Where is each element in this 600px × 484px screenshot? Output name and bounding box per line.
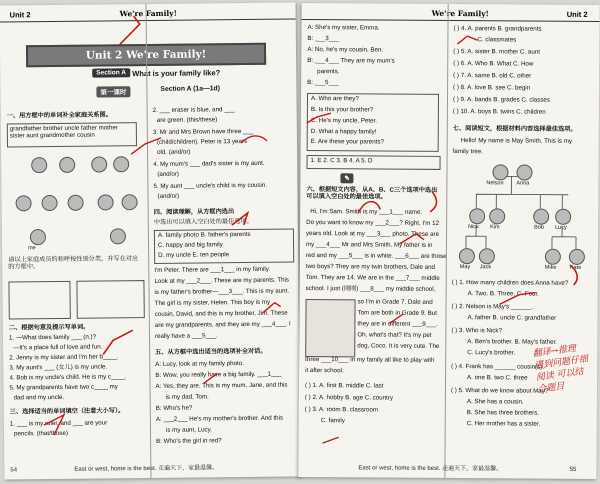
dialog-line: parents.	[317, 68, 340, 76]
cloze-option: ( ) 9. A. bands B. grades C. classes	[452, 96, 550, 104]
exercise-3-item: 4. Bob is my uncle's child. He is my c____.	[9, 373, 127, 382]
exercise-3-item: dad and my uncle.	[13, 393, 65, 402]
choice-line: A. Who are they?	[310, 95, 359, 103]
exercise-2-heading: 请以上家庭成员的称呼按性别分类，并写在对应的方框中。	[8, 255, 139, 270]
tree-person-icon	[492, 164, 508, 180]
tree-person-icon	[30, 229, 46, 245]
tree-intro: family tree.	[452, 148, 483, 156]
cloze-line: it after school.	[305, 366, 344, 375]
dialog-line: A: She's my sister, Emma.	[307, 24, 380, 32]
section-badge: Section A	[92, 68, 130, 77]
cloze-option: ( ) 5. A. sister B. mother C. aunt	[453, 48, 541, 56]
tree-question: C. Lucy's brother.	[467, 349, 516, 357]
tree-person-icon	[459, 248, 475, 264]
tree-question: A. Two. B. Three. C. Four.	[467, 290, 539, 298]
passage-line: The girl is my sister, Helen. This boy is my	[154, 298, 271, 307]
fill-item: 3. Mr and Mrs Brown have three ___	[152, 127, 254, 136]
fill-item: old. (and/or)	[157, 148, 191, 156]
tree-person-icon	[98, 194, 114, 210]
tree-person-icon	[113, 156, 129, 172]
choice-line: D. What a happy family!	[310, 128, 377, 136]
option-line: A. family photo B. father's parents	[157, 230, 251, 239]
cloze-line: Tom are both in Grade 9. But	[357, 309, 437, 317]
tree-question: ( ) 1. How many children does Anna have?	[451, 279, 569, 287]
tree-name: Jack	[479, 264, 492, 271]
tree-name: Anna	[516, 180, 530, 187]
exercise-4-heading: 三、选择适当的单词填空（注意大小写）。	[9, 407, 125, 416]
tree-name: Bob	[534, 224, 544, 231]
cloze-option: C. family	[320, 417, 345, 425]
tree-question: A. She has a cousin.	[466, 398, 524, 406]
unit-label: Unit 2	[9, 10, 31, 20]
fill-item: 5. My aunt ___ uncle's child is my cousin.	[153, 181, 268, 190]
fill-item: (and/or)	[157, 170, 180, 178]
fill-item: 4. My mum's ___ dad's sister is my aunt.	[153, 159, 265, 168]
dialog-line: A: ___2___ He's my mother's brother. And this	[155, 414, 284, 423]
choice-line: E. Are these your parents?	[310, 138, 384, 146]
tree-person-icon	[122, 194, 138, 210]
dialog-line: is my dad, Tom.	[165, 393, 209, 401]
tree-name: Kate	[569, 264, 582, 271]
dialog-line: B: ___4___ They are my mum's	[307, 57, 395, 65]
dialog-line: B: Wow, you really have a big family. ___1___	[155, 370, 282, 379]
answer-row-box	[306, 155, 440, 170]
dialog-line: B: ___3___	[307, 35, 340, 43]
passage-line: is my father's brother—___3___. This is my aunt.	[154, 287, 290, 296]
tree-person-icon	[110, 228, 126, 244]
tree-person-icon	[91, 156, 107, 172]
cloze-line: so I'm in Grade 7. Dale and	[357, 298, 433, 306]
fill-item: (child/children). Peter is 13 years	[156, 137, 248, 146]
left-page	[0, 2, 300, 479]
passage-line: Look at my ___2___. These are my parents. This	[154, 276, 290, 285]
exercise-3-heading: 二、根据句意及提示写单词。	[8, 323, 90, 332]
fill-item: (and/or)	[157, 192, 180, 200]
lesson-title: Section A (1a—1d)	[160, 85, 220, 93]
practice-badge: ✎	[340, 173, 354, 183]
tree-name: Kim	[490, 224, 500, 231]
tree-person-icon	[533, 209, 549, 225]
right-page	[298, 3, 599, 479]
lesson-badge: 第一课时	[96, 86, 130, 97]
fill-item: 2. ___ eraser is blue, and ___	[152, 106, 235, 114]
dialog-line: A: Lucy, look at my family photo.	[155, 360, 244, 368]
tree-question: B. She has three brothers.	[466, 409, 540, 417]
right-page-header	[302, 5, 600, 22]
passage-line: I'm Peter. There are ___1___ in my family.	[154, 265, 271, 274]
tree-person-icon	[555, 209, 571, 225]
dialog-line: B: Who's the girl in red?	[156, 437, 222, 445]
tree-question: ( ) 5. What do we know about May?	[450, 387, 549, 395]
handwritten-note: 翻译→推理 遇到问题仔细阅读 可以结合题目	[532, 343, 589, 396]
dialog-line: A: Yes, they are. This is my mum, Jane, and this	[155, 381, 288, 390]
cloze-line: Tom. They are 14. We are in the ___7___ middle	[305, 274, 440, 282]
tree-question: A. one B. two C. three	[467, 374, 528, 382]
tree-name: Mike	[544, 264, 557, 271]
study-tip-box	[305, 299, 355, 357]
word-box-text: grandfather brother uncle father mother sister aunt grandmother cousin	[9, 124, 118, 139]
cloze-line: three ___10___ in my family all like to play with	[305, 355, 435, 364]
cloze-option: C. classmates	[477, 36, 517, 44]
word-box	[7, 122, 137, 147]
cloze-line: years old. Look at my ___3___ photo. These are	[306, 230, 440, 238]
dialog-line: B: Who's he?	[155, 404, 193, 412]
unit-title-banner: Unit 2 We're Family!	[26, 43, 266, 68]
tree-person-icon	[489, 208, 505, 224]
exercise-3-item: 3. My aunt's ___ (女儿) is my uncle.	[9, 363, 108, 372]
answer-row: 1. E 2. C 3. B 4. A 5. D	[310, 157, 373, 165]
cloze-line: two boys? They are my twin brothers, Dale and	[305, 263, 436, 271]
cloze-line: Hi, I'm Sam. Smith is my ___1___ name.	[310, 208, 423, 216]
tree-question: A. father B. uncle C. grandfather	[467, 314, 557, 322]
right-footer-motto: East or west, home is the best. 走遍天下，家最温馨。	[358, 465, 503, 473]
tree-label-me: me	[28, 245, 36, 252]
left-footer-motto: East or west, home is the best. 走遍天下，家最温馨。	[74, 465, 219, 473]
tree-person-icon	[16, 195, 32, 211]
cloze-option: ( ) 3. A. room B. classroom	[304, 405, 379, 414]
tree-person-icon	[59, 157, 75, 173]
female-answer-box	[76, 280, 144, 319]
male-answer-box	[8, 281, 70, 320]
option-line: C. happy and big family	[158, 241, 223, 249]
cloze-line: school. I just (刚刚) ___8___ my middle school,	[305, 285, 436, 293]
tree-person-icon	[569, 249, 585, 265]
tree-person-icon	[479, 248, 495, 264]
tree-name: May	[459, 264, 471, 271]
passage-line: really have a ___5___.	[154, 332, 218, 340]
tree-heading: 七、阅读短文，根据材料内容选择最佳选项。	[452, 125, 577, 133]
cloze-option: ( ) 6. A. Who B. What C. How	[453, 60, 534, 68]
cloze-option: ( ) 7. A. same B. old C. other	[453, 72, 532, 80]
tree-intro: Hello! My name is May Smith. This is my	[460, 137, 573, 145]
tree-person-icon	[31, 157, 47, 173]
tree-question: A. Ben's brother. B. May's father.	[467, 338, 558, 346]
tree-question: ( ) 4. Frank has ______ cousin(s).	[451, 363, 545, 371]
choices-box	[307, 93, 439, 152]
cloze-line: my ___4___ Mr and Mrs Smith. My father is in	[305, 241, 433, 249]
cloze-option: ( ) 10. A. boys B. twins C. children	[452, 108, 546, 116]
dialog-line: A: No, he's my cousin, Ben.	[307, 46, 384, 54]
column-divider	[444, 4, 448, 478]
cloze-option: ( ) 1. A. first B. middle C. last	[304, 381, 384, 390]
options-box	[154, 228, 294, 263]
option-line: D. my uncle E. ten people	[158, 251, 230, 259]
tree-question: ( ) 3. Who is Nick?	[451, 327, 502, 335]
exercise-3-item: 5. My grandparents have two c____ my	[9, 383, 118, 392]
tree-person-icon	[545, 249, 561, 265]
choice-line: B. Is this your brother?	[310, 106, 374, 114]
reading-subheading: 中选出可以填入空白处的最佳选项。	[153, 217, 253, 226]
cloze-heading: 六、根据短文内容，从A、B、C三个选项中选出可以填入空白处的最佳选项。	[306, 186, 438, 201]
dialog-heading: 五、从方框中选出适当的选项补全对话。	[155, 347, 267, 356]
exercise-3-item: 1. —What does family ___ (n.)?	[8, 333, 97, 342]
dialog-line: is my aunt, Lucy.	[165, 426, 212, 434]
cloze-option: ( ) 2. A. hobby B. age C. country	[304, 393, 393, 402]
exercise-1-heading: 一、用方框中的单词补全家庭关系图。	[6, 111, 112, 120]
cloze-line: they are in different ___9___.	[357, 320, 438, 328]
tree-question: C. Her mother has a sister.	[466, 420, 541, 428]
exercise-4-item: pencils. (that/those)	[13, 429, 69, 438]
cloze-line: Do you want to know my ___2___? Right, I'm 12	[306, 219, 440, 227]
tree-person-icon	[469, 208, 485, 224]
exercise-3-item: 2. Jenny is my sister and I'm her b____.	[9, 353, 119, 362]
tree-name: Lucy	[555, 224, 567, 231]
tree-name: Nick	[468, 224, 479, 231]
exercise-3-item: —It's a place full of love and fun.	[13, 343, 103, 352]
cloze-option: ( ) 8. A. love B. see C. begin	[453, 84, 531, 92]
right-page-number: 55	[569, 466, 577, 473]
section-question: What is your family like?	[132, 68, 221, 79]
choice-line: C. He's my uncle, Peter.	[310, 117, 378, 125]
page-header-title: We're Family!	[431, 8, 489, 19]
cloze-option: ( ) 4. A. parents B. grandparents	[453, 25, 542, 33]
left-page-header	[0, 4, 296, 22]
tree-person-icon	[42, 195, 58, 211]
cloze-line: Oh, what's that? It's my pet	[357, 331, 432, 339]
cloze-line: red and my ___5___ is in white. ___6___ are those	[305, 252, 447, 260]
exercise-4-item: 1. ___ is my ruler, and ___ are your	[9, 419, 108, 428]
tree-question: ( ) 2. Nelson is May's ______.	[451, 303, 534, 311]
tree-name: Nelson	[486, 180, 504, 187]
dialog-line: B: ___5___	[307, 79, 339, 87]
cloze-line: dog, Coco. It is very cute. The	[357, 342, 440, 350]
tree-person-icon	[68, 195, 84, 211]
tree-person-icon	[516, 164, 532, 180]
unit-label: Unit 2	[566, 9, 588, 19]
fill-item: are green. (this/these)	[156, 116, 218, 124]
passage-line: are my grandparents, and they are my ___4___. I	[154, 320, 291, 329]
page-header-title: We're Family!	[119, 8, 177, 19]
reading-heading: 四、阅读理解，从方框内选出	[153, 208, 235, 216]
left-page-number: 54	[10, 467, 18, 474]
passage-line: cousin, David, and this is my brother, Jim. These	[154, 309, 288, 318]
